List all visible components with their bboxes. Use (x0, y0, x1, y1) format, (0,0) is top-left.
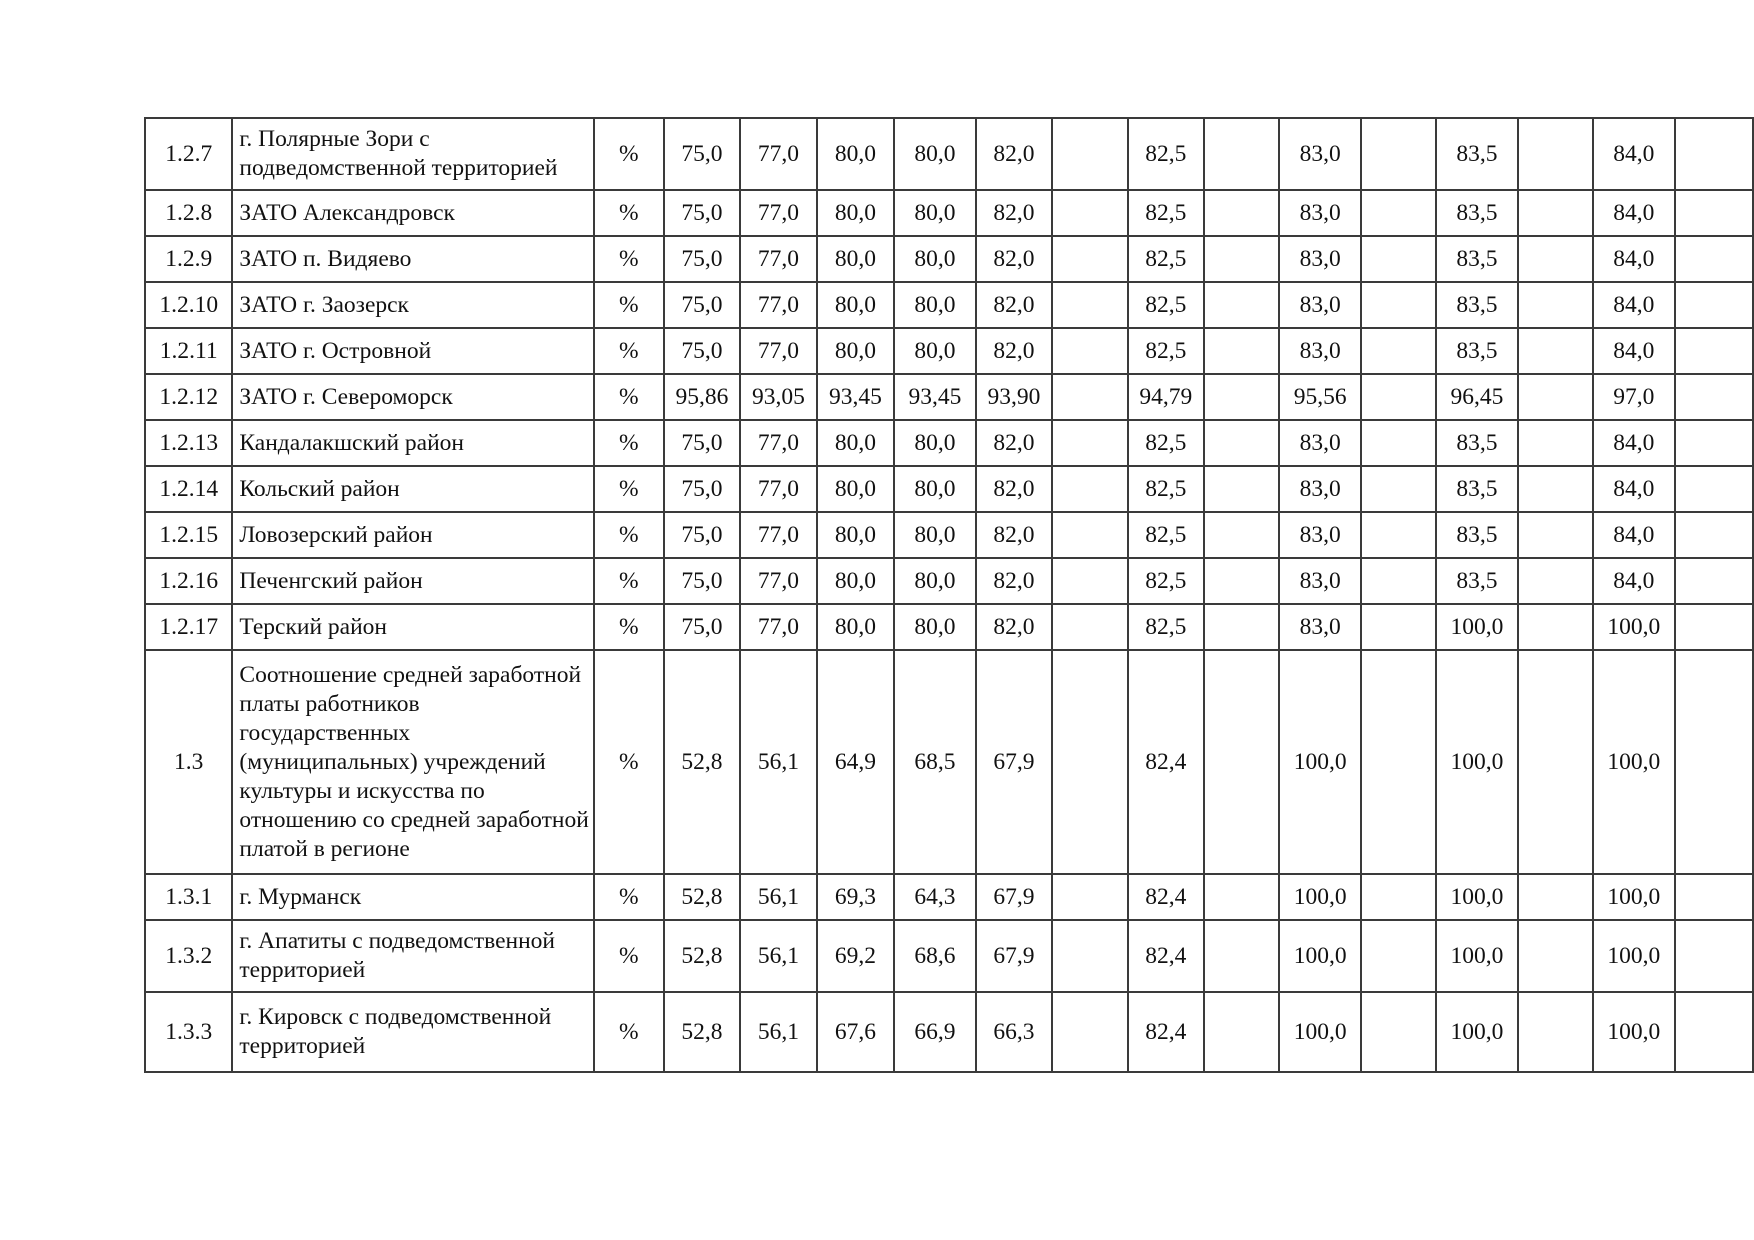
value-cell (1518, 558, 1593, 604)
value-cell (1204, 236, 1279, 282)
value-cell: 82,0 (976, 118, 1053, 190)
value-cell (1675, 420, 1753, 466)
value-cell (1052, 466, 1127, 512)
value-cell: 75,0 (664, 190, 741, 236)
unit-cell: % (594, 604, 664, 650)
indicator-name-cell: г. Полярные Зори с подведомственной территорией (232, 118, 593, 190)
value-cell: 52,8 (664, 920, 741, 992)
value-cell: 80,0 (894, 420, 975, 466)
indicator-name-cell: Печенгский район (232, 558, 593, 604)
value-cell: 56,1 (740, 874, 817, 920)
value-cell: 83,5 (1436, 118, 1517, 190)
value-cell: 100,0 (1436, 604, 1517, 650)
value-cell (1675, 512, 1753, 558)
value-cell (1361, 374, 1436, 420)
value-cell (1518, 604, 1593, 650)
value-cell (1204, 328, 1279, 374)
value-cell: 77,0 (740, 466, 817, 512)
value-cell (1204, 874, 1279, 920)
value-cell: 75,0 (664, 118, 741, 190)
value-cell: 83,0 (1279, 466, 1360, 512)
value-cell: 100,0 (1279, 920, 1360, 992)
value-cell: 68,5 (894, 650, 975, 874)
value-cell: 100,0 (1593, 874, 1674, 920)
value-cell: 100,0 (1279, 992, 1360, 1072)
value-cell: 80,0 (894, 466, 975, 512)
value-cell: 77,0 (740, 190, 817, 236)
value-cell (1361, 190, 1436, 236)
value-cell: 84,0 (1593, 118, 1674, 190)
value-cell: 83,5 (1436, 512, 1517, 558)
value-cell: 80,0 (817, 604, 895, 650)
value-cell: 52,8 (664, 874, 741, 920)
value-cell: 82,5 (1128, 282, 1205, 328)
value-cell: 100,0 (1436, 650, 1517, 874)
value-cell: 100,0 (1436, 874, 1517, 920)
value-cell (1204, 420, 1279, 466)
value-cell: 83,5 (1436, 466, 1517, 512)
value-cell: 82,5 (1128, 512, 1205, 558)
value-cell: 82,5 (1128, 190, 1205, 236)
value-cell (1052, 650, 1127, 874)
value-cell: 80,0 (817, 118, 895, 190)
table-row (145, 190, 1753, 236)
value-cell (1204, 604, 1279, 650)
value-cell (1518, 466, 1593, 512)
value-cell: 84,0 (1593, 328, 1674, 374)
value-cell: 69,2 (817, 920, 895, 992)
value-cell (1518, 992, 1593, 1072)
value-cell: 80,0 (817, 190, 895, 236)
value-cell: 80,0 (894, 558, 975, 604)
indicator-name-cell: Кандалакшский район (232, 420, 593, 466)
value-cell (1361, 992, 1436, 1072)
value-cell: 56,1 (740, 992, 817, 1072)
value-cell: 83,0 (1279, 118, 1360, 190)
unit-cell: % (594, 190, 664, 236)
value-cell: 82,0 (976, 512, 1053, 558)
value-cell: 83,0 (1279, 420, 1360, 466)
table-row (145, 374, 1753, 420)
table-body (145, 118, 1753, 1072)
value-cell: 84,0 (1593, 420, 1674, 466)
unit-cell: % (594, 558, 664, 604)
value-cell: 83,5 (1436, 328, 1517, 374)
value-cell (1675, 236, 1753, 282)
value-cell (1052, 920, 1127, 992)
indicator-name-cell: ЗАТО Александровск (232, 190, 593, 236)
value-cell (1675, 118, 1753, 190)
value-cell (1052, 874, 1127, 920)
indicator-name-cell: Кольский район (232, 466, 593, 512)
value-cell: 80,0 (817, 236, 895, 282)
value-cell: 75,0 (664, 604, 741, 650)
table-row (145, 920, 1753, 992)
table-row (145, 236, 1753, 282)
unit-cell: % (594, 282, 664, 328)
value-cell: 82,5 (1128, 118, 1205, 190)
value-cell (1675, 466, 1753, 512)
value-cell: 100,0 (1593, 992, 1674, 1072)
value-cell (1052, 604, 1127, 650)
value-cell: 82,0 (976, 236, 1053, 282)
value-cell: 77,0 (740, 236, 817, 282)
indicator-name-cell: г. Апатиты с подведомственной территорией (232, 920, 593, 992)
value-cell: 83,0 (1279, 282, 1360, 328)
row-number-cell: 1.3 (145, 650, 232, 874)
row-number-cell: 1.2.8 (145, 190, 232, 236)
value-cell: 82,4 (1128, 650, 1205, 874)
value-cell: 80,0 (817, 282, 895, 328)
value-cell: 94,79 (1128, 374, 1205, 420)
value-cell (1675, 190, 1753, 236)
value-cell: 100,0 (1436, 992, 1517, 1072)
row-number-cell: 1.3.3 (145, 992, 232, 1072)
value-cell (1204, 282, 1279, 328)
row-number-cell: 1.2.10 (145, 282, 232, 328)
value-cell (1361, 920, 1436, 992)
value-cell: 82,4 (1128, 920, 1205, 992)
indicator-name-cell: ЗАТО г. Североморск (232, 374, 593, 420)
row-number-cell: 1.2.13 (145, 420, 232, 466)
value-cell: 80,0 (894, 282, 975, 328)
value-cell: 67,9 (976, 920, 1053, 992)
value-cell: 82,5 (1128, 420, 1205, 466)
value-cell: 84,0 (1593, 558, 1674, 604)
value-cell (1204, 118, 1279, 190)
value-cell: 82,0 (976, 466, 1053, 512)
value-cell (1361, 874, 1436, 920)
value-cell: 84,0 (1593, 466, 1674, 512)
value-cell (1052, 328, 1127, 374)
value-cell: 83,5 (1436, 236, 1517, 282)
value-cell (1518, 420, 1593, 466)
indicator-name-cell: ЗАТО п. Видяево (232, 236, 593, 282)
row-number-cell: 1.2.16 (145, 558, 232, 604)
value-cell: 100,0 (1436, 920, 1517, 992)
value-cell: 83,5 (1436, 420, 1517, 466)
value-cell: 82,0 (976, 420, 1053, 466)
value-cell: 67,6 (817, 992, 895, 1072)
value-cell: 77,0 (740, 328, 817, 374)
table-row (145, 604, 1753, 650)
value-cell: 100,0 (1279, 650, 1360, 874)
row-number-cell: 1.2.9 (145, 236, 232, 282)
value-cell (1204, 512, 1279, 558)
value-cell: 83,0 (1279, 328, 1360, 374)
value-cell (1361, 650, 1436, 874)
value-cell: 66,3 (976, 992, 1053, 1072)
value-cell (1052, 190, 1127, 236)
value-cell: 56,1 (740, 650, 817, 874)
value-cell: 100,0 (1279, 874, 1360, 920)
value-cell: 77,0 (740, 118, 817, 190)
value-cell: 82,0 (976, 558, 1053, 604)
row-number-cell: 1.3.2 (145, 920, 232, 992)
unit-cell: % (594, 466, 664, 512)
value-cell (1204, 190, 1279, 236)
value-cell (1518, 512, 1593, 558)
value-cell: 82,0 (976, 328, 1053, 374)
value-cell: 80,0 (894, 512, 975, 558)
value-cell: 75,0 (664, 420, 741, 466)
value-cell (1052, 420, 1127, 466)
value-cell: 82,0 (976, 190, 1053, 236)
value-cell: 82,5 (1128, 558, 1205, 604)
value-cell: 83,0 (1279, 558, 1360, 604)
value-cell: 77,0 (740, 420, 817, 466)
table-row (145, 420, 1753, 466)
table-row (145, 558, 1753, 604)
value-cell (1204, 992, 1279, 1072)
value-cell (1204, 466, 1279, 512)
indicator-name-cell: ЗАТО г. Островной (232, 328, 593, 374)
unit-cell: % (594, 236, 664, 282)
row-number-cell: 1.2.17 (145, 604, 232, 650)
value-cell: 82,0 (976, 604, 1053, 650)
value-cell: 82,4 (1128, 874, 1205, 920)
value-cell (1675, 374, 1753, 420)
indicator-name-cell: г. Мурманск (232, 874, 593, 920)
value-cell: 95,56 (1279, 374, 1360, 420)
row-number-cell: 1.2.11 (145, 328, 232, 374)
value-cell: 80,0 (894, 236, 975, 282)
value-cell (1052, 512, 1127, 558)
value-cell: 83,5 (1436, 282, 1517, 328)
value-cell (1052, 992, 1127, 1072)
value-cell (1361, 466, 1436, 512)
value-cell (1361, 282, 1436, 328)
value-cell: 64,3 (894, 874, 975, 920)
value-cell (1361, 558, 1436, 604)
value-cell: 93,90 (976, 374, 1053, 420)
value-cell: 93,05 (740, 374, 817, 420)
unit-cell: % (594, 874, 664, 920)
table-row (145, 328, 1753, 374)
value-cell (1052, 374, 1127, 420)
value-cell: 80,0 (817, 558, 895, 604)
value-cell (1518, 650, 1593, 874)
value-cell (1675, 874, 1753, 920)
value-cell (1675, 650, 1753, 874)
value-cell (1052, 558, 1127, 604)
value-cell: 67,9 (976, 874, 1053, 920)
value-cell: 100,0 (1593, 920, 1674, 992)
value-cell (1675, 558, 1753, 604)
value-cell: 83,0 (1279, 190, 1360, 236)
value-cell: 52,8 (664, 650, 741, 874)
value-cell: 84,0 (1593, 512, 1674, 558)
unit-cell: % (594, 118, 664, 190)
value-cell (1675, 328, 1753, 374)
value-cell: 77,0 (740, 282, 817, 328)
indicator-name-cell: ЗАТО г. Заозерск (232, 282, 593, 328)
value-cell: 75,0 (664, 282, 741, 328)
value-cell (1675, 992, 1753, 1072)
value-cell: 80,0 (817, 328, 895, 374)
row-number-cell: 1.2.14 (145, 466, 232, 512)
value-cell (1204, 558, 1279, 604)
value-cell (1675, 282, 1753, 328)
value-cell: 84,0 (1593, 282, 1674, 328)
value-cell: 52,8 (664, 992, 741, 1072)
value-cell: 83,5 (1436, 190, 1517, 236)
value-cell (1518, 328, 1593, 374)
table-row (145, 282, 1753, 328)
value-cell: 83,0 (1279, 604, 1360, 650)
value-cell (1361, 328, 1436, 374)
value-cell: 83,0 (1279, 512, 1360, 558)
indicator-table (144, 117, 1754, 1073)
table-row (145, 992, 1753, 1072)
value-cell: 77,0 (740, 604, 817, 650)
table-row (145, 512, 1753, 558)
value-cell: 82,5 (1128, 604, 1205, 650)
value-cell: 95,86 (664, 374, 741, 420)
value-cell (1204, 650, 1279, 874)
value-cell: 67,9 (976, 650, 1053, 874)
value-cell (1518, 874, 1593, 920)
value-cell: 84,0 (1593, 190, 1674, 236)
value-cell (1675, 920, 1753, 992)
unit-cell: % (594, 920, 664, 992)
table-row (145, 650, 1753, 874)
indicator-name-cell: Соотношение средней заработной платы работников государственных (муниципальных) учреждений культуры и искусства по отношению со средней заработной платой в регионе (232, 650, 593, 874)
value-cell (1518, 236, 1593, 282)
value-cell: 82,5 (1128, 328, 1205, 374)
value-cell: 75,0 (664, 466, 741, 512)
value-cell: 83,0 (1279, 236, 1360, 282)
row-number-cell: 1.3.1 (145, 874, 232, 920)
value-cell: 75,0 (664, 236, 741, 282)
unit-cell: % (594, 420, 664, 466)
value-cell: 80,0 (894, 190, 975, 236)
value-cell (1518, 374, 1593, 420)
unit-cell: % (594, 512, 664, 558)
value-cell (1518, 118, 1593, 190)
unit-cell: % (594, 650, 664, 874)
value-cell: 93,45 (817, 374, 895, 420)
value-cell: 80,0 (817, 420, 895, 466)
value-cell: 100,0 (1593, 650, 1674, 874)
value-cell (1204, 920, 1279, 992)
value-cell: 93,45 (894, 374, 975, 420)
row-number-cell: 1.2.12 (145, 374, 232, 420)
table-row (145, 466, 1753, 512)
value-cell: 97,0 (1593, 374, 1674, 420)
table-row (145, 874, 1753, 920)
value-cell (1361, 118, 1436, 190)
value-cell (1518, 282, 1593, 328)
unit-cell: % (594, 992, 664, 1072)
value-cell: 82,5 (1128, 466, 1205, 512)
value-cell: 82,5 (1128, 236, 1205, 282)
indicator-name-cell: Терский район (232, 604, 593, 650)
value-cell (1052, 282, 1127, 328)
unit-cell: % (594, 374, 664, 420)
indicator-name-cell: Ловозерский район (232, 512, 593, 558)
value-cell (1361, 604, 1436, 650)
value-cell: 80,0 (817, 466, 895, 512)
value-cell: 96,45 (1436, 374, 1517, 420)
value-cell (1361, 512, 1436, 558)
value-cell: 75,0 (664, 512, 741, 558)
value-cell: 100,0 (1593, 604, 1674, 650)
row-number-cell: 1.2.15 (145, 512, 232, 558)
value-cell (1518, 920, 1593, 992)
value-cell: 68,6 (894, 920, 975, 992)
table-row (145, 118, 1753, 190)
value-cell: 77,0 (740, 558, 817, 604)
value-cell: 80,0 (894, 118, 975, 190)
value-cell: 69,3 (817, 874, 895, 920)
unit-cell: % (594, 328, 664, 374)
value-cell: 82,4 (1128, 992, 1205, 1072)
row-number-cell: 1.2.7 (145, 118, 232, 190)
value-cell: 82,0 (976, 282, 1053, 328)
value-cell: 64,9 (817, 650, 895, 874)
value-cell: 80,0 (894, 328, 975, 374)
value-cell (1675, 604, 1753, 650)
value-cell: 80,0 (894, 604, 975, 650)
value-cell (1518, 190, 1593, 236)
value-cell (1052, 236, 1127, 282)
value-cell: 83,5 (1436, 558, 1517, 604)
value-cell: 56,1 (740, 920, 817, 992)
value-cell: 75,0 (664, 558, 741, 604)
value-cell: 84,0 (1593, 236, 1674, 282)
value-cell: 77,0 (740, 512, 817, 558)
value-cell (1052, 118, 1127, 190)
value-cell (1361, 236, 1436, 282)
value-cell: 80,0 (817, 512, 895, 558)
value-cell (1204, 374, 1279, 420)
value-cell: 75,0 (664, 328, 741, 374)
value-cell: 66,9 (894, 992, 975, 1072)
indicator-name-cell: г. Кировск с подведомственной территорией (232, 992, 593, 1072)
value-cell (1361, 420, 1436, 466)
